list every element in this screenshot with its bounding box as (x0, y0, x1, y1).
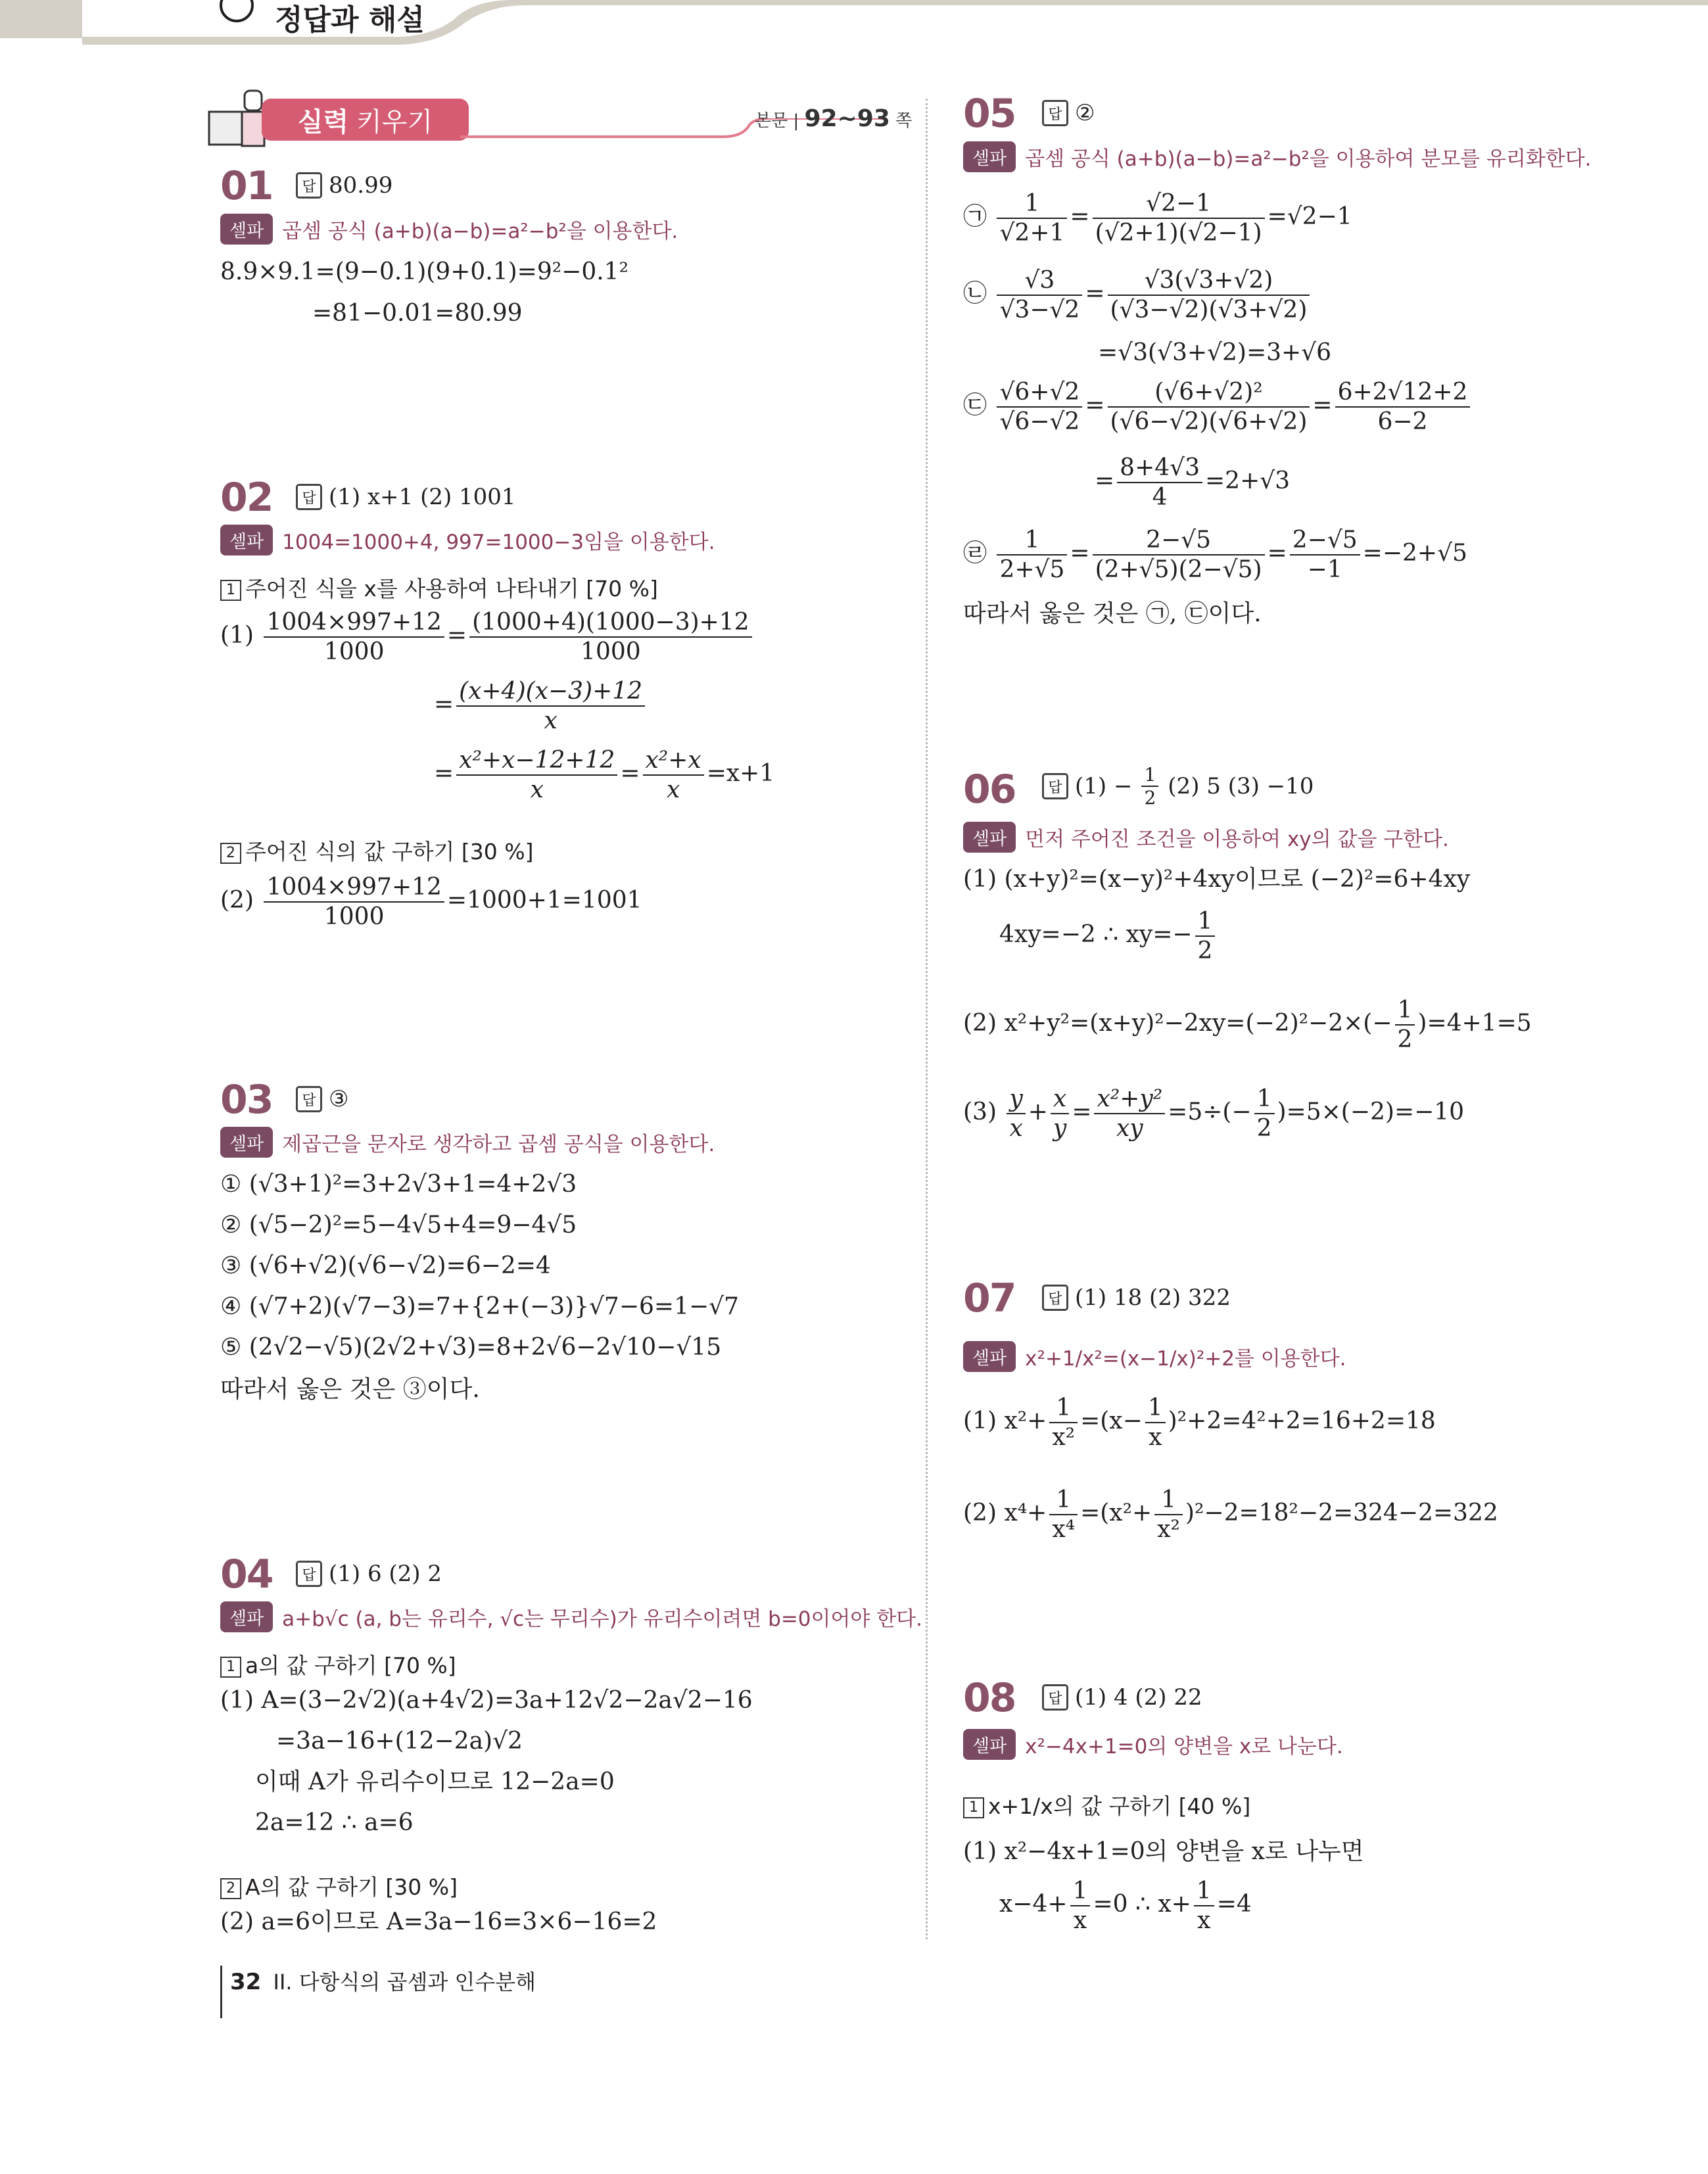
tip-04-text: a+b√c (a, b는 유리수, √c는 무리수)가 유리수이려면 b=0이어야 한다. (282, 1607, 922, 1631)
answer-icon: 답 (296, 1561, 322, 1587)
numerator: 1 (997, 526, 1067, 555)
p06-line-1: (1) (x+y)²=(x−y)²+4xy이므로 (−2)²=6+4xy (963, 866, 1471, 893)
problem-number-07: 07 (963, 1275, 1016, 1321)
p07-line-1 (963, 1394, 1436, 1452)
denominator: xy (1116, 1115, 1143, 1143)
numerator: 1 (1395, 996, 1415, 1026)
p02-label-1: (1) (220, 622, 254, 650)
numerator: 1 (1049, 1394, 1078, 1423)
problem-number-08: 08 (963, 1675, 1016, 1721)
tip-08-text: x²−4x+1=0의 양변을 x로 나눈다. (1025, 1735, 1343, 1759)
problem-number-01: 01 (220, 163, 273, 209)
fraction (1051, 1085, 1069, 1143)
marker: ㉣ (963, 540, 987, 567)
numerator: 1 (997, 189, 1067, 219)
p04-step-1-text: a의 값 구하기 [70 %] (245, 1653, 456, 1678)
step-number: 1 (220, 580, 241, 601)
p06-line-1b (999, 907, 1218, 965)
fraction (997, 378, 1082, 436)
numerator: √3(√3+√2) (1108, 266, 1310, 296)
p06-text: 4xy=−2 ∴ xy=− (999, 921, 1193, 949)
p06-line-2 (963, 996, 1532, 1054)
fraction (1049, 1486, 1078, 1544)
fraction (1395, 996, 1415, 1054)
denominator: 2 (1197, 937, 1213, 965)
numerator: 2−√5 (1093, 526, 1265, 555)
answer-01 (296, 172, 392, 199)
page-number: 32 (230, 1969, 262, 1995)
fraction (643, 746, 704, 804)
p03-line-5: ⑤ (2√2−√5)(2√2+√3)=8+2√6−2√10−√15 (220, 1334, 722, 1361)
step-number: 2 (220, 1878, 241, 1899)
numerator: 8+4√3 (1117, 454, 1202, 483)
banner-rest: 키우기 (356, 106, 433, 137)
answer-07 (1042, 1285, 1231, 1311)
result: =2+√3 (1205, 467, 1291, 495)
denominator: x² (1052, 1424, 1076, 1452)
p07-text: =(x− (1080, 1407, 1143, 1435)
answer-04-text: (1) 6 (2) 2 (329, 1561, 442, 1587)
denominator: 2+√5 (999, 556, 1065, 584)
step-number: 1 (963, 1797, 984, 1818)
answer-04 (296, 1561, 442, 1587)
p02-eq-1 (220, 608, 755, 666)
tip-03 (220, 1127, 715, 1158)
p02-step-1-text: 주어진 식을 x를 사용하여 나타내기 [70 %] (245, 576, 658, 602)
denominator: x (666, 776, 680, 804)
p02-eq-3 (434, 746, 774, 804)
tip-badge: 셀파 (963, 141, 1016, 172)
answer-icon: 답 (296, 172, 322, 199)
answer-02-text: (1) x+1 (2) 1001 (329, 484, 516, 510)
p04-line-1: (1) A=(3−2√2)(a+4√2)=3a+12√2−2a√2−16 (220, 1687, 753, 1714)
denominator: 6−2 (1377, 408, 1428, 436)
answer-06-a: (1) − (1075, 773, 1133, 799)
p07-text: (2) x⁴+ (963, 1500, 1047, 1527)
ref-pages: 92~93 (804, 105, 890, 132)
p08-line-1: (1) x²−4x+1=0의 양변을 x로 나누면 (963, 1838, 1364, 1865)
section-banner (262, 99, 469, 141)
denominator: y (1053, 1115, 1067, 1143)
numerator: x²+y² (1094, 1085, 1165, 1114)
p03-line-1: ① (√3+1)²=3+2√3+1=4+2√3 (220, 1171, 577, 1198)
problem-number-03: 03 (220, 1077, 273, 1123)
p04-line-5: (2) a=6이므로 A=3a−16=3×6−16=2 (220, 1908, 657, 1935)
numerator: (x+4)(x−3)+12 (456, 677, 645, 707)
fraction (1070, 1877, 1091, 1935)
answer-icon: 답 (1042, 773, 1068, 799)
tip-02-text: 1004=1000+4, 997=1000−3임을 이용한다. (282, 531, 715, 554)
numerator: x²+x (643, 746, 704, 776)
p01-line-2: =81−0.01=80.99 (312, 300, 523, 327)
denominator: x (544, 707, 557, 735)
p08-step-1 (963, 1789, 1250, 1820)
column-divider (926, 99, 928, 1939)
page-footer (220, 1966, 536, 2018)
p02-result: =x+1 (706, 760, 775, 788)
p04-step-1 (220, 1649, 456, 1680)
tip-badge: 셀파 (220, 214, 273, 245)
fraction (1108, 266, 1310, 324)
tip-badge: 셀파 (220, 1601, 273, 1632)
numerator: 1 (1049, 1486, 1078, 1515)
numerator: (√6+√2)² (1108, 378, 1310, 408)
fraction (469, 608, 752, 666)
banner-bold: 실력 (297, 106, 349, 137)
numerator: 1 (1154, 1486, 1183, 1515)
denominator: (√6−√2)(√6+√2) (1110, 408, 1308, 436)
result: =√2−1 (1267, 203, 1352, 231)
answer-icon: 답 (1042, 100, 1068, 126)
denominator: −1 (1307, 556, 1342, 584)
numerator: 1 (1195, 907, 1216, 937)
fraction (1007, 1085, 1025, 1143)
numerator: (1000+4)(1000−3)+12 (469, 608, 752, 638)
tip-05 (963, 141, 1592, 172)
p05-line-c2: = $\frac{8+4√3}{4}$ =2+√3 (1095, 454, 1291, 511)
result: =−2+√5 (1362, 540, 1467, 567)
mascot-icon (204, 85, 270, 151)
tip-badge: 셀파 (220, 1127, 273, 1158)
answer-05 (1042, 100, 1095, 126)
numerator: y (1007, 1085, 1025, 1114)
step-number: 1 (220, 1657, 241, 1678)
numerator: x²+x−12+12 (456, 746, 617, 776)
marker: ㉠ (963, 203, 987, 231)
chapter-title: II. 다항식의 곱셈과 인수분해 (273, 1970, 536, 1995)
answer-06 (1042, 764, 1314, 809)
p04-step-2-text: A의 값 구하기 [30 %] (245, 1874, 458, 1900)
tip-badge: 셀파 (963, 1341, 1016, 1372)
tip-02 (220, 525, 715, 555)
denominator: x (1149, 1424, 1162, 1452)
denominator: x (530, 776, 544, 804)
denominator: x (1009, 1115, 1023, 1143)
problem-number-06: 06 (963, 767, 1016, 813)
problem-number-02: 02 (220, 475, 273, 521)
denominator: 1000 (323, 903, 385, 931)
p04-line-3: 이때 A가 유리수이므로 12−2a=0 (255, 1768, 615, 1795)
denominator: x (1073, 1907, 1087, 1935)
equals: = (620, 760, 640, 788)
tip-badge: 셀파 (963, 1729, 1016, 1760)
p07-text: (1) x²+ (963, 1407, 1047, 1435)
p08-line-2 (999, 1877, 1252, 1935)
fraction (997, 189, 1067, 247)
p08-text: x−4+ (999, 1891, 1068, 1918)
problem-number-05: 05 (963, 91, 1016, 137)
numerator: 6+2√12+2 (1335, 378, 1471, 408)
step-number: 2 (220, 843, 241, 864)
tip-badge: 셀파 (963, 822, 1016, 853)
fraction (1290, 526, 1360, 584)
numerator: 1004×997+12 (264, 608, 444, 638)
denominator: x² (1157, 1516, 1180, 1544)
denominator: 2 (1256, 1115, 1272, 1143)
tip-05-text: 곱셈 공식 (a+b)(a−b)=a²−b²을 이용하여 분모를 유리화한다. (1025, 147, 1592, 171)
fraction (1108, 378, 1310, 436)
marker: ㉡ (963, 280, 987, 308)
tip-01 (220, 214, 678, 245)
tip-06 (963, 822, 1449, 853)
p06-text: (2) x²+y²=(x+y)²−2xy=(−2)²−2×(− (963, 1010, 1392, 1037)
p06-text: )=4+1=5 (1417, 1010, 1532, 1037)
tip-04 (220, 1601, 922, 1632)
fraction (997, 266, 1082, 324)
numerator: √2−1 (1093, 189, 1265, 219)
p05-line-d: ㉣ $\frac{1}{2+√5}$ = $\frac{2-√5}{(2+√5)(2-√5)}$ = $\frac{2-√5}{-1}$ =−2+√5 (963, 527, 1467, 584)
answer-06-b: (2) 5 (3) −10 (1168, 773, 1314, 799)
answer-icon: 답 (1042, 1684, 1068, 1711)
fraction (1094, 1085, 1165, 1143)
equals: = (434, 691, 454, 719)
fraction (1145, 1394, 1166, 1452)
p04-step-2 (220, 1870, 458, 1901)
answer-01-text: 80.99 (329, 172, 393, 199)
tip-07-text: x²+1/x²=(x−1/x)²+2를 이용한다. (1025, 1347, 1346, 1371)
fraction (1093, 526, 1265, 584)
answer-05-text: ② (1075, 100, 1095, 126)
tip-07 (963, 1341, 1346, 1372)
denominator: √3−√2 (999, 296, 1080, 324)
marker: ㉢ (963, 392, 987, 419)
denominator: 1000 (323, 638, 385, 666)
denominator: x (1197, 1907, 1211, 1935)
numerator: x (1051, 1085, 1069, 1114)
equals: = (434, 760, 454, 788)
tip-03-text: 제곱근을 문자로 생각하고 곱셈 공식을 이용한다. (282, 1133, 715, 1156)
p08-text: =0 ∴ x+ (1093, 1891, 1191, 1918)
p03-line-2: ② (√5−2)²=5−4√5+4=9−4√5 (220, 1212, 577, 1239)
p05-line-b: ㉡ $\frac{√3}{√3-√2}$ = $\frac{√3(√3+√2)}{(√3-√2)(√3+√2)}$ (963, 266, 1312, 324)
numerator: 2−√5 (1290, 526, 1360, 555)
fraction (264, 608, 444, 666)
p06-line-3: (3) $\frac{y}{x}$ + $\frac{x}{y}$ = $\frac{\text{x²+y²}}{xy}$ =5÷(− $\frac{1}{2}$ )=5×(−2)=−10 (963, 1085, 1465, 1143)
fraction (1194, 1877, 1214, 1935)
p02-step-2 (220, 835, 533, 866)
denominator: √6−√2 (999, 408, 1080, 436)
numerator: 1 (1070, 1877, 1091, 1906)
header-band (0, 0, 1708, 46)
numerator: √3 (997, 266, 1082, 296)
banner-page-ref (755, 105, 912, 132)
p07-line-2 (963, 1486, 1498, 1544)
p06-text: )=5×(−2)=−10 (1277, 1099, 1465, 1126)
fraction (1093, 189, 1265, 247)
denominator: 1000 (581, 638, 641, 666)
answer-03 (296, 1086, 348, 1112)
p03-line-3: ③ (√6+√2)(√6−√2)=6−2=4 (220, 1252, 551, 1279)
p07-text: )²+2=4²+2=16+2=18 (1168, 1407, 1436, 1435)
answer-icon: 답 (296, 484, 322, 510)
p03-conclusion: 따라서 옳은 것은 ③이다. (220, 1376, 480, 1403)
numerator: 1004×997+12 (264, 873, 444, 903)
answer-08-text: (1) 4 (2) 22 (1075, 1684, 1202, 1711)
numerator: 1 (1194, 1877, 1214, 1906)
p07-text: )²−2=18²−2=324−2=322 (1185, 1500, 1498, 1527)
numerator: 1 (1145, 1394, 1166, 1423)
answer-07-text: (1) 18 (2) 322 (1075, 1285, 1231, 1311)
p05-line-c: ㉢ $\frac{√6+√2}{√6-√2}$ = $\frac{\text{(√6+√2)²}}{(√6-√2)(√6+√2)}$ = $\frac{6+2√12+2}{6-2}$ (963, 378, 1473, 436)
fraction (456, 746, 617, 804)
p03-line-4: ④ (√7+2)(√7−3)=7+{2+(−3)}√7−6=1−√7 (220, 1293, 739, 1320)
fraction (456, 677, 645, 735)
fraction (1254, 1085, 1275, 1143)
answer-03-text: ③ (329, 1086, 349, 1112)
denominator: x⁴ (1052, 1516, 1076, 1544)
fraction (1117, 454, 1202, 511)
p08-text: =4 (1216, 1891, 1252, 1918)
fraction (1049, 1394, 1078, 1452)
p04-line-4: 2a=12 ∴ a=6 (255, 1809, 414, 1836)
fraction (1141, 764, 1158, 809)
p06-label: (3) (963, 1099, 997, 1126)
p07-text: =(x²+ (1080, 1500, 1152, 1527)
p01-line-1: 8.9×9.1=(9−0.1)(9+0.1)=9²−0.1² (220, 258, 629, 285)
p05-conclusion: 따라서 옳은 것은 ㉠, ㉢이다. (963, 600, 1262, 627)
p02-eq-4 (220, 873, 642, 931)
tip-01-text: 곱셈 공식 (a+b)(a−b)=a²−b²을 이용한다. (282, 220, 678, 243)
denominator: (√2+1)(√2−1) (1095, 220, 1262, 247)
denominator: 4 (1152, 484, 1168, 511)
p04-line-2: =3a−16+(12−2a)√2 (276, 1728, 523, 1755)
denominator: (√3−√2)(√3+√2) (1110, 296, 1308, 324)
tip-06-text: 먼저 주어진 조건을 이용하여 xy의 값을 구한다. (1025, 828, 1449, 851)
answer-icon: 답 (1042, 1285, 1068, 1311)
numerator: √6+√2 (997, 378, 1082, 408)
tip-badge: 셀파 (220, 525, 273, 555)
p02-eq-2 (434, 677, 648, 735)
page-header-title: 정답과 해설 (275, 3, 425, 37)
denominator: (2+√5)(2−√5) (1095, 556, 1262, 584)
denominator: 2 (1144, 787, 1156, 809)
problem-number-04: 04 (220, 1551, 273, 1597)
p02-step-1 (220, 572, 658, 603)
p08-step-1-text: x+1/x의 값 구하기 [40 %] (988, 1793, 1251, 1819)
answer-08 (1042, 1684, 1202, 1711)
fraction (264, 873, 444, 931)
answer-02 (296, 484, 516, 510)
p02-result-2: =1000+1=1001 (446, 887, 642, 914)
numerator: 1 (1141, 764, 1158, 787)
fraction (1195, 907, 1216, 965)
ref-suffix: 쪽 (895, 111, 913, 131)
fraction (1335, 378, 1471, 436)
p05-line-a: ㉠ $\frac{1}{√2+1}$ = $\frac{√2-1}{(√2+1)(√2-1)}$ =√2−1 (963, 190, 1352, 247)
equals: = (446, 622, 467, 650)
plus: + (1028, 1099, 1048, 1126)
ref-prefix: 본문 | (755, 111, 799, 131)
p06-text: =5÷(− (1168, 1099, 1252, 1126)
fraction (997, 526, 1067, 584)
p02-step-2-text: 주어진 식의 값 구하기 [30 %] (245, 839, 534, 864)
numerator: 1 (1254, 1085, 1275, 1114)
tip-08 (963, 1729, 1343, 1760)
p05-line-b2: =√3(√3+√2)=3+√6 (1098, 339, 1332, 366)
p02-label-2: (2) (220, 887, 254, 914)
answer-icon: 답 (296, 1086, 322, 1112)
denominator: √2+1 (999, 220, 1065, 247)
denominator: 2 (1397, 1026, 1413, 1054)
fraction (1154, 1486, 1183, 1544)
